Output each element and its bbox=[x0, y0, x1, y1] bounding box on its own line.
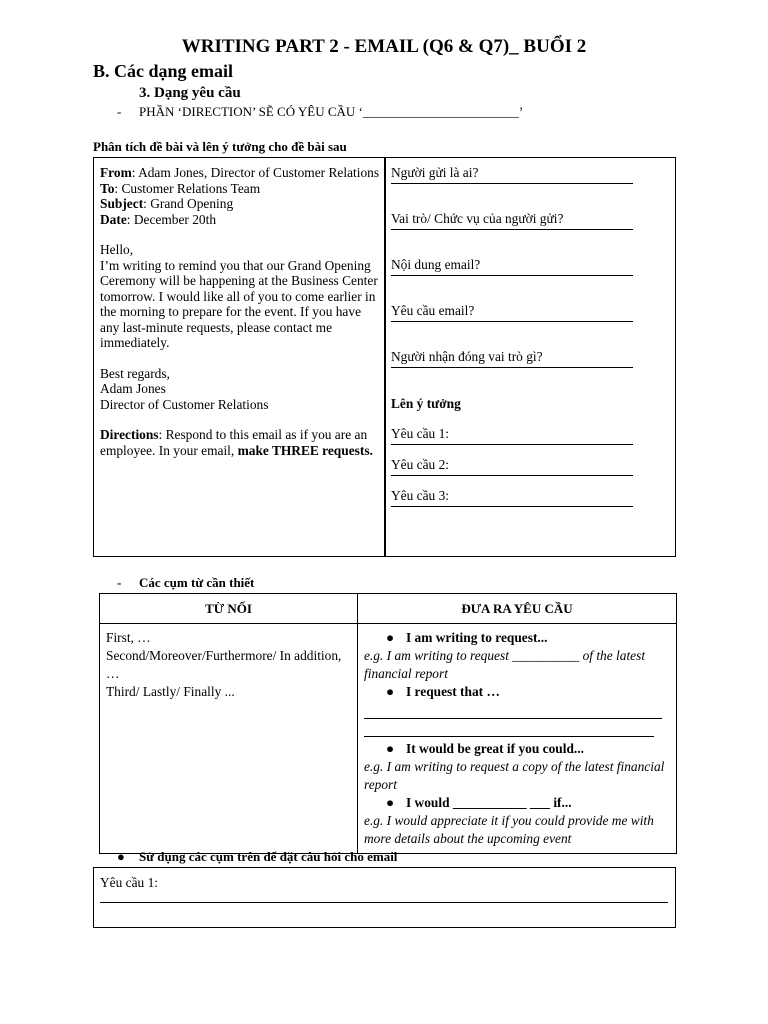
blank-line bbox=[364, 718, 662, 719]
email-to: To: Customer Relations Team bbox=[100, 180, 261, 196]
email-body: I’m writing to remind you that our Grand Opening Ceremony will be happening at the Business Center tomorrow. I would like all of you to come earlier in the morning to prepare for the event. If you have any last-minute requests, please contact me immediately. bbox=[100, 257, 378, 350]
answer-box bbox=[93, 867, 676, 928]
requests-cell bbox=[358, 624, 677, 854]
answer-label: Yêu cầu 1: bbox=[100, 875, 159, 890]
question-4: Yêu cầu email? bbox=[391, 303, 633, 322]
idea-1: Yêu cầu 1: bbox=[391, 426, 633, 445]
direction-note bbox=[117, 104, 523, 120]
request-phrase-1: ● I am writing to request... bbox=[386, 630, 548, 645]
requests-header: ĐƯA RA YÊU CẦU bbox=[358, 594, 677, 624]
ideas-heading: Lên ý tưởng bbox=[391, 396, 461, 411]
direction-text: PHẦN ‘DIRECTION’ SẼ CÓ YÊU CẦU ‘________________________’ bbox=[139, 104, 524, 119]
phrases-heading: - Các cụm từ cần thiết bbox=[117, 575, 255, 590]
email-closing: Best regards, bbox=[100, 365, 170, 381]
analysis-heading: Phân tích đề bài và lên ý tưởng cho đề bài sau bbox=[93, 139, 347, 154]
request-example-1: e.g. I am writing to request __________ of the latest financial report bbox=[364, 648, 646, 681]
email-directions: Directions: Respond to this email as if you are an employee. In your email, make THREE requests. bbox=[100, 427, 373, 458]
linkers-header: TỪ NỐI bbox=[100, 594, 358, 624]
request-example-3: e.g. I am writing to request a copy of the latest financial report bbox=[364, 759, 665, 792]
email-date: Date: December 20th bbox=[100, 211, 217, 227]
answer-line[interactable] bbox=[100, 902, 668, 903]
request-phrase-3: ● It would be great if you could... bbox=[386, 741, 584, 756]
subsection-heading: 3. Dạng yêu cầu bbox=[139, 85, 241, 101]
section-heading: B. Các dạng email bbox=[93, 61, 234, 81]
linker-item: Third/ Lastly/ Finally ... bbox=[106, 684, 235, 699]
linker-item: First, … bbox=[106, 630, 151, 645]
email-greeting: Hello, bbox=[100, 242, 134, 257]
request-phrase-4: ● I would ___________ ___ if... bbox=[386, 795, 572, 810]
email-content bbox=[100, 165, 382, 458]
page-title: WRITING PART 2 - EMAIL (Q6 & Q7)_ BUỔI 2 bbox=[181, 36, 587, 57]
email-subject: Subject: Grand Opening bbox=[100, 196, 234, 211]
blank-line bbox=[364, 736, 654, 737]
email-sign-name: Adam Jones bbox=[100, 381, 166, 396]
idea-2: Yêu cầu 2: bbox=[391, 457, 633, 476]
question-1: Người gửi là ai? bbox=[391, 165, 633, 184]
question-2: Vai trò/ Chức vụ của người gửi? bbox=[391, 211, 633, 230]
email-sign-title: Director of Customer Relations bbox=[100, 396, 269, 412]
request-example-4: e.g. I would appreciate it if you could provide me with more details about the upcoming event bbox=[364, 813, 654, 846]
linkers-cell bbox=[100, 624, 358, 854]
column-divider bbox=[384, 157, 386, 557]
email-from: From: Adam Jones, Director of Customer Relations bbox=[100, 165, 380, 180]
request-phrase-2: ● I request that … bbox=[386, 684, 500, 699]
linker-item: Second/Moreover/Furthermore/ In addition, … bbox=[106, 648, 342, 681]
idea-3: Yêu cầu 3: bbox=[391, 488, 633, 507]
use-phrases-heading: ● Sử dụng các cụm trên để đặt câu hỏi cho email bbox=[117, 849, 398, 864]
question-3: Nội dung email? bbox=[391, 257, 633, 276]
dash-bullet: - bbox=[117, 104, 122, 119]
question-5: Người nhận đóng vai trò gì? bbox=[391, 349, 633, 368]
phrases-table bbox=[99, 593, 677, 854]
